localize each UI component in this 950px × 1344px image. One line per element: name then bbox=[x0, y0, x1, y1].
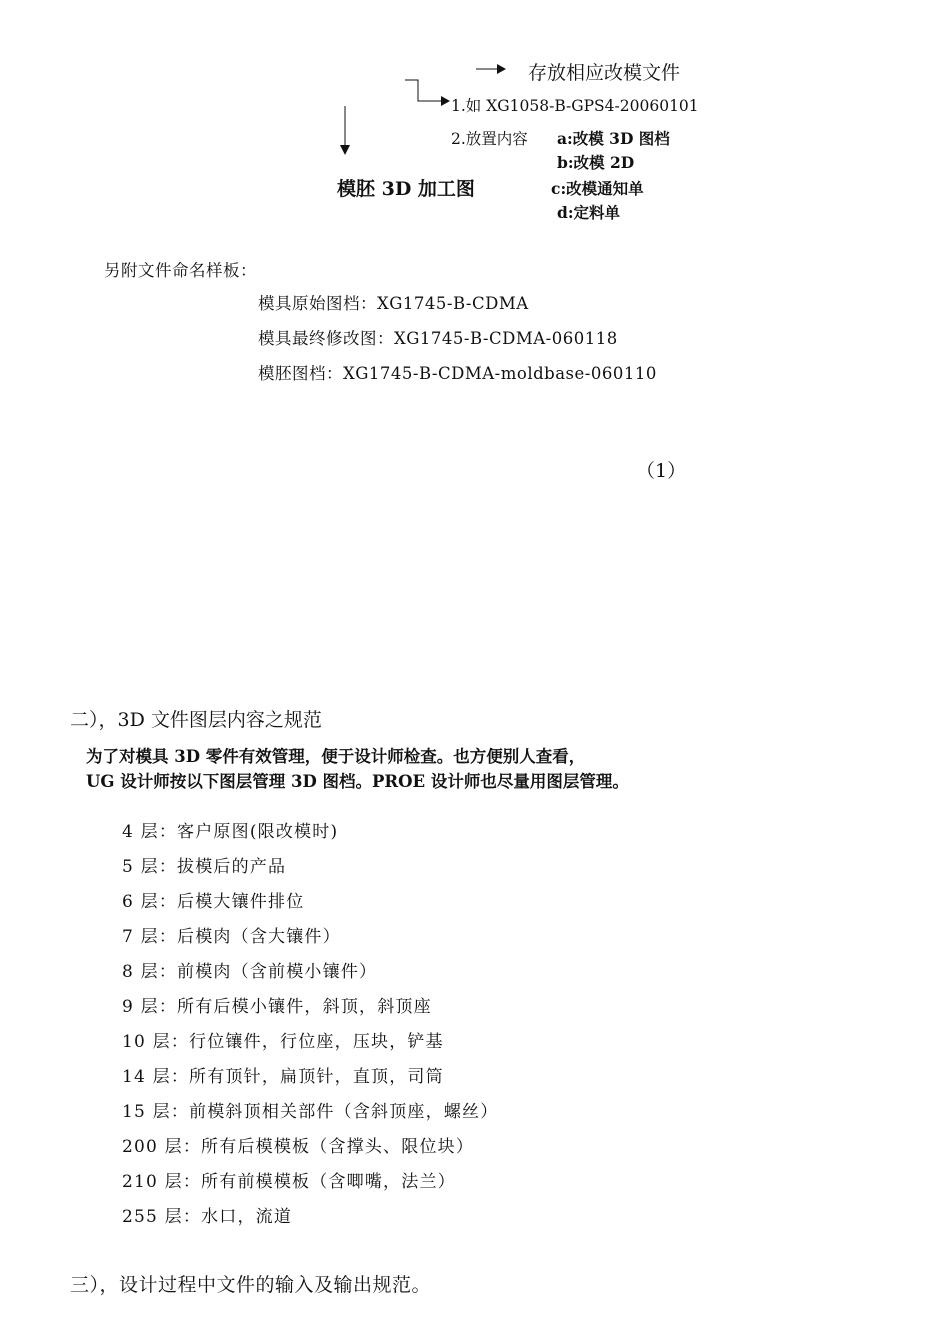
arrow-down-icon bbox=[340, 145, 350, 155]
example-line: 1.如 XG1058-B-GPS4-20060101 bbox=[451, 97, 699, 115]
layer-item: 255 层：水口，流道 bbox=[122, 1207, 293, 1227]
arrow-to-example-line bbox=[405, 80, 443, 101]
naming-intro: 另附文件命名样板： bbox=[104, 261, 257, 280]
section2-heading: 二），3D 文件图层内容之规范 bbox=[70, 709, 322, 731]
arrow-right-icon bbox=[497, 64, 506, 74]
content-item-c: c:改模通知单 bbox=[551, 179, 644, 198]
layer-item: 15 层：前模斜顶相关部件（含斜顶座，螺丝） bbox=[122, 1102, 499, 1122]
content-item-d: d:定料单 bbox=[557, 203, 621, 222]
layer-item: 6 层：后模大镶件排位 bbox=[122, 892, 305, 912]
content-item-b: b:改模 2D bbox=[557, 153, 635, 172]
figure-number: （1） bbox=[636, 460, 687, 482]
layer-item: 4 层：客户原图(限改模时) bbox=[122, 822, 339, 842]
section2-paragraph-line2: UG 设计师按以下图层管理 3D 图档。PROE 设计师也尽量用图层管理。 bbox=[86, 772, 629, 791]
naming-line: 模具最终修改图：XG1745-B-CDMA-060118 bbox=[258, 329, 618, 348]
layer-item: 14 层：所有顶针，扁顶针，直顶，司筒 bbox=[122, 1067, 444, 1087]
content-label: 2.放置内容 bbox=[451, 130, 528, 148]
naming-line: 模具原始图档：XG1745-B-CDMA bbox=[258, 294, 529, 313]
layer-item: 5 层：拔模后的产品 bbox=[122, 857, 287, 877]
layer-item: 210 层：所有前模模板（含唧嘴，法兰） bbox=[122, 1172, 456, 1192]
layer-item: 10 层：行位镶件，行位座，压块，铲基 bbox=[122, 1032, 444, 1052]
store-label: 存放相应改模文件 bbox=[528, 62, 681, 84]
section2-paragraph-line1: 为了对模具 3D 零件有效管理，便于设计师检查。也方便别人查看， bbox=[86, 747, 586, 766]
layer-item: 7 层：后模肉（含大镶件） bbox=[122, 927, 341, 947]
layer-item: 8 层：前模肉（含前模小镶件） bbox=[122, 962, 378, 982]
diagram-arrows bbox=[0, 0, 950, 240]
layer-item: 9 层：所有后模小镶件，斜顶，斜顶座 bbox=[122, 997, 432, 1017]
section3-heading: 三），设计过程中文件的输入及输出规范。 bbox=[70, 1274, 432, 1296]
layer-item: 200 层：所有后模模板（含撑头、限位块） bbox=[122, 1137, 475, 1157]
content-item-a: a:改模 3D 图档 bbox=[557, 129, 670, 148]
arrow-right-icon bbox=[441, 96, 450, 106]
moldbase-label: 模胚 3D 加工图 bbox=[337, 178, 475, 200]
naming-line: 模胚图档：XG1745-B-CDMA-moldbase-060110 bbox=[258, 364, 657, 383]
